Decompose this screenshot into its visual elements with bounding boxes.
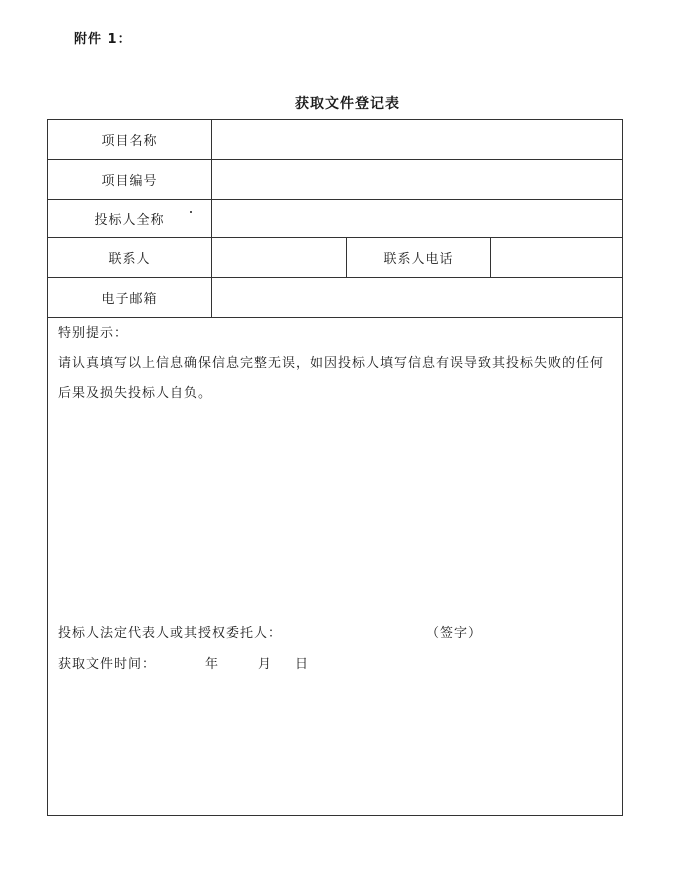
project-name-label: 项目名称 bbox=[48, 120, 212, 159]
registration-form bbox=[47, 119, 623, 816]
notes-body: 请认真填写以上信息确保信息完整无误，如因投标人填写信息有误导致其投标失败的任何后果及损失投标人自负。 bbox=[58, 356, 605, 401]
month-label: 月 bbox=[258, 657, 273, 672]
time-label: 获取文件时间： bbox=[58, 657, 157, 672]
bidder-name-field[interactable] bbox=[212, 200, 622, 237]
row-contact bbox=[48, 238, 622, 278]
attachment-label: 附件 1： bbox=[74, 32, 132, 47]
contact-phone-field[interactable] bbox=[491, 238, 622, 277]
email-label: 电子邮箱 bbox=[48, 278, 212, 317]
contact-field[interactable] bbox=[212, 238, 347, 277]
contact-phone-label: 联系人电话 bbox=[347, 238, 491, 277]
year-label: 年 bbox=[205, 657, 220, 672]
row-project-name bbox=[48, 120, 622, 160]
bidder-name-label: 投标人全称 bbox=[48, 200, 212, 237]
row-email bbox=[48, 278, 622, 318]
stray-mark bbox=[190, 211, 192, 213]
row-bidder-name bbox=[48, 200, 622, 238]
project-number-label: 项目编号 bbox=[48, 160, 212, 199]
representative-label: 投标人法定代表人或其授权委托人： bbox=[58, 626, 283, 641]
project-number-field[interactable] bbox=[212, 160, 622, 199]
form-title: 获取文件登记表 bbox=[295, 96, 400, 112]
project-name-field[interactable] bbox=[212, 120, 622, 159]
sign-note: （签字） bbox=[426, 626, 483, 641]
day-label: 日 bbox=[295, 657, 310, 672]
row-project-number bbox=[48, 160, 622, 200]
email-field[interactable] bbox=[212, 278, 622, 317]
contact-label: 联系人 bbox=[48, 238, 212, 277]
notes-heading: 特别提示： bbox=[58, 326, 129, 341]
